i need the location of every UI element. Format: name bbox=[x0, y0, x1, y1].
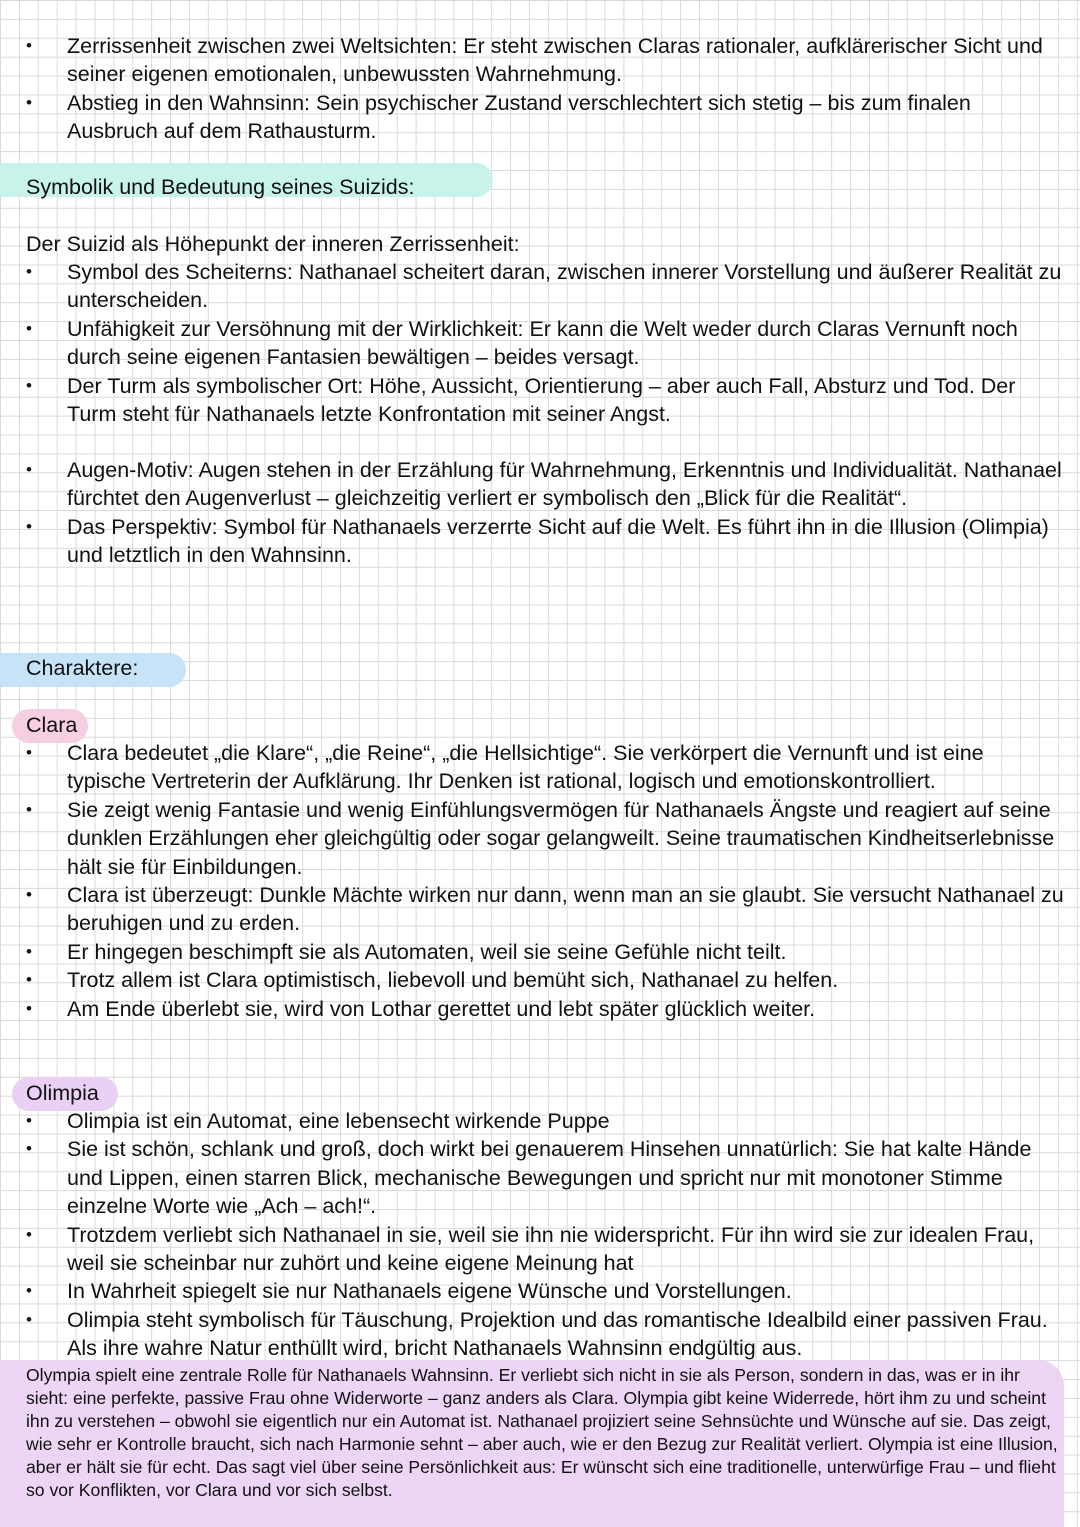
list-item: • Clara bedeutet „die Klare“, „die Reine“, „die Hellsichtige“. Sie verkörpert die Vernunft und ist eine typische Vertreterin der Aufklärung. Ihr Denken ist rational, logisch und emotionskontrolliert. bbox=[0, 739, 1080, 796]
list-item: • Unfähigkeit zur Versöhnung mit der Wirklichkeit: Er kann die Welt weder durch Claras Vernunft noch durch seine eigenen Fantasien bewältigen – beides versagt. bbox=[0, 315, 1080, 372]
character-heading-clara: Clara bbox=[26, 713, 78, 737]
list-item: • Er hingegen beschimpft sie als Automaten, weil sie seine Gefühle nicht teilt. bbox=[0, 938, 1080, 966]
list-item: • Sie ist schön, schlank und groß, doch wirkt bei genauerem Hinsehen unnatürlich: Sie hat kalte Hände und Lippen, einen starren Blick, mechanische Bewegungen und spricht nur mit monotoner Stimme einzelne Worte wie „Ach – ach!“. bbox=[0, 1135, 1080, 1220]
list-item: • Das Perspektiv: Symbol für Nathanaels verzerrte Sicht auf die Welt. Es führt ihn in die Illusion (Olimpia) und letztlich in den Wahnsinn. bbox=[0, 513, 1080, 570]
list-item: • Trotz allem ist Clara optimistisch, liebevoll und bemüht sich, Nathanael zu helfen. bbox=[0, 966, 1080, 994]
section-heading-symbolik: Symbolik und Bedeutung seines Suizids: bbox=[26, 175, 415, 199]
character-heading-olimpia: Olimpia bbox=[26, 1081, 99, 1105]
list-item: • In Wahrheit spiegelt sie nur Nathanaels eigene Wünsche und Vorstellungen. bbox=[0, 1277, 1080, 1305]
olimpia-bullet-list bbox=[0, 1107, 1080, 1363]
interpretation-note: Olympia spielt eine zentrale Rolle für Nathanaels Wahnsinn. Er verliebt sich nicht in sie als Person, sondern in das, was er in ihr sieht: eine perfekte, passive Frau ohne Widerworte – ganz anders als Clara. Olympia gibt keine Widerrede, hört ihm zu und scheint ihn zu verstehen – obwohl sie eigentlich nur ein Automat ist. Nathanael projiziert seine Sehnsüchte und Wünsche auf sie. Das zeigt, wie sehr er Kontrolle braucht, sich nach Harmonie sehnt – aber auch, wie er den Bezug zur Realität verliert. Olympia ist eine Illusion, aber er hält sie für echt. Das sagt viel über seine Persönlichkeit aus: Er wünscht sich eine traditionelle, unterwürfige Frau – und flieht so vor Konflikten, vor Clara und vor sich selbst. bbox=[26, 1365, 1058, 1500]
list-item: • Sie zeigt wenig Fantasie und wenig Einfühlungsvermögen für Nathanaels Ängste und reagiert auf seine dunklen Erzählungen eher gleichgültig oder sogar gelangweilt. Seine traumatischen Kindheitserlebnisse hält sie für Einbildungen. bbox=[0, 796, 1080, 881]
list-item: • Abstieg in den Wahnsinn: Sein psychischer Zustand verschlechtert sich stetig – bis zum finalen Ausbruch auf dem Rathausturm. bbox=[0, 89, 1080, 146]
list-item: • Symbol des Scheiterns: Nathanael scheitert daran, zwischen innerer Vorstellung und äußerer Realität zu unterscheiden. bbox=[0, 258, 1080, 315]
list-item: • Trotzdem verliebt sich Nathanael in sie, weil sie ihn nie widerspricht. Für ihn wird sie zur idealen Frau, weil sie scheinbar nur zuhört und keine eigene Meinung hat bbox=[0, 1221, 1080, 1278]
symbolik-bullet-list bbox=[0, 258, 1080, 428]
list-item: • Zerrissenheit zwischen zwei Weltsichten: Er steht zwischen Claras rationaler, aufklärerischer Sicht und seiner eigenen emotionalen, unbewussten Wahrnehmung. bbox=[0, 32, 1080, 89]
symbolik-intro: Der Suizid als Höhepunkt der inneren Zerrissenheit: bbox=[26, 232, 520, 256]
list-item: • Olimpia steht symbolisch für Täuschung, Projektion und das romantische Idealbild einer passiven Frau. Als ihre wahre Natur enthüllt wird, bricht Nathanaels Wahnsinn endgültig aus. bbox=[0, 1306, 1080, 1363]
section-heading-charaktere: Charaktere: bbox=[26, 656, 139, 680]
list-item: • Am Ende überlebt sie, wird von Lothar gerettet und lebt später glücklich weiter. bbox=[0, 995, 1080, 1023]
clara-bullet-list bbox=[0, 739, 1080, 1023]
motiv-bullet-list bbox=[0, 456, 1080, 570]
list-item: • Clara ist überzeugt: Dunkle Mächte wirken nur dann, wenn man an sie glaubt. Sie versucht Nathanael zu beruhigen und zu erden. bbox=[0, 881, 1080, 938]
top-bullet-list bbox=[0, 32, 1080, 146]
list-item: • Olimpia ist ein Automat, eine lebensecht wirkende Puppe bbox=[0, 1107, 1080, 1135]
list-item: • Augen-Motiv: Augen stehen in der Erzählung für Wahrnehmung, Erkenntnis und Individualität. Nathanael fürchtet den Augenverlust – gleichzeitig verliert er symbolisch den „Blick für die Realität“. bbox=[0, 456, 1080, 513]
list-item: • Der Turm als symbolischer Ort: Höhe, Aussicht, Orientierung – aber auch Fall, Absturz und Tod. Der Turm steht für Nathanaels letzte Konfrontation mit seiner Angst. bbox=[0, 372, 1080, 429]
